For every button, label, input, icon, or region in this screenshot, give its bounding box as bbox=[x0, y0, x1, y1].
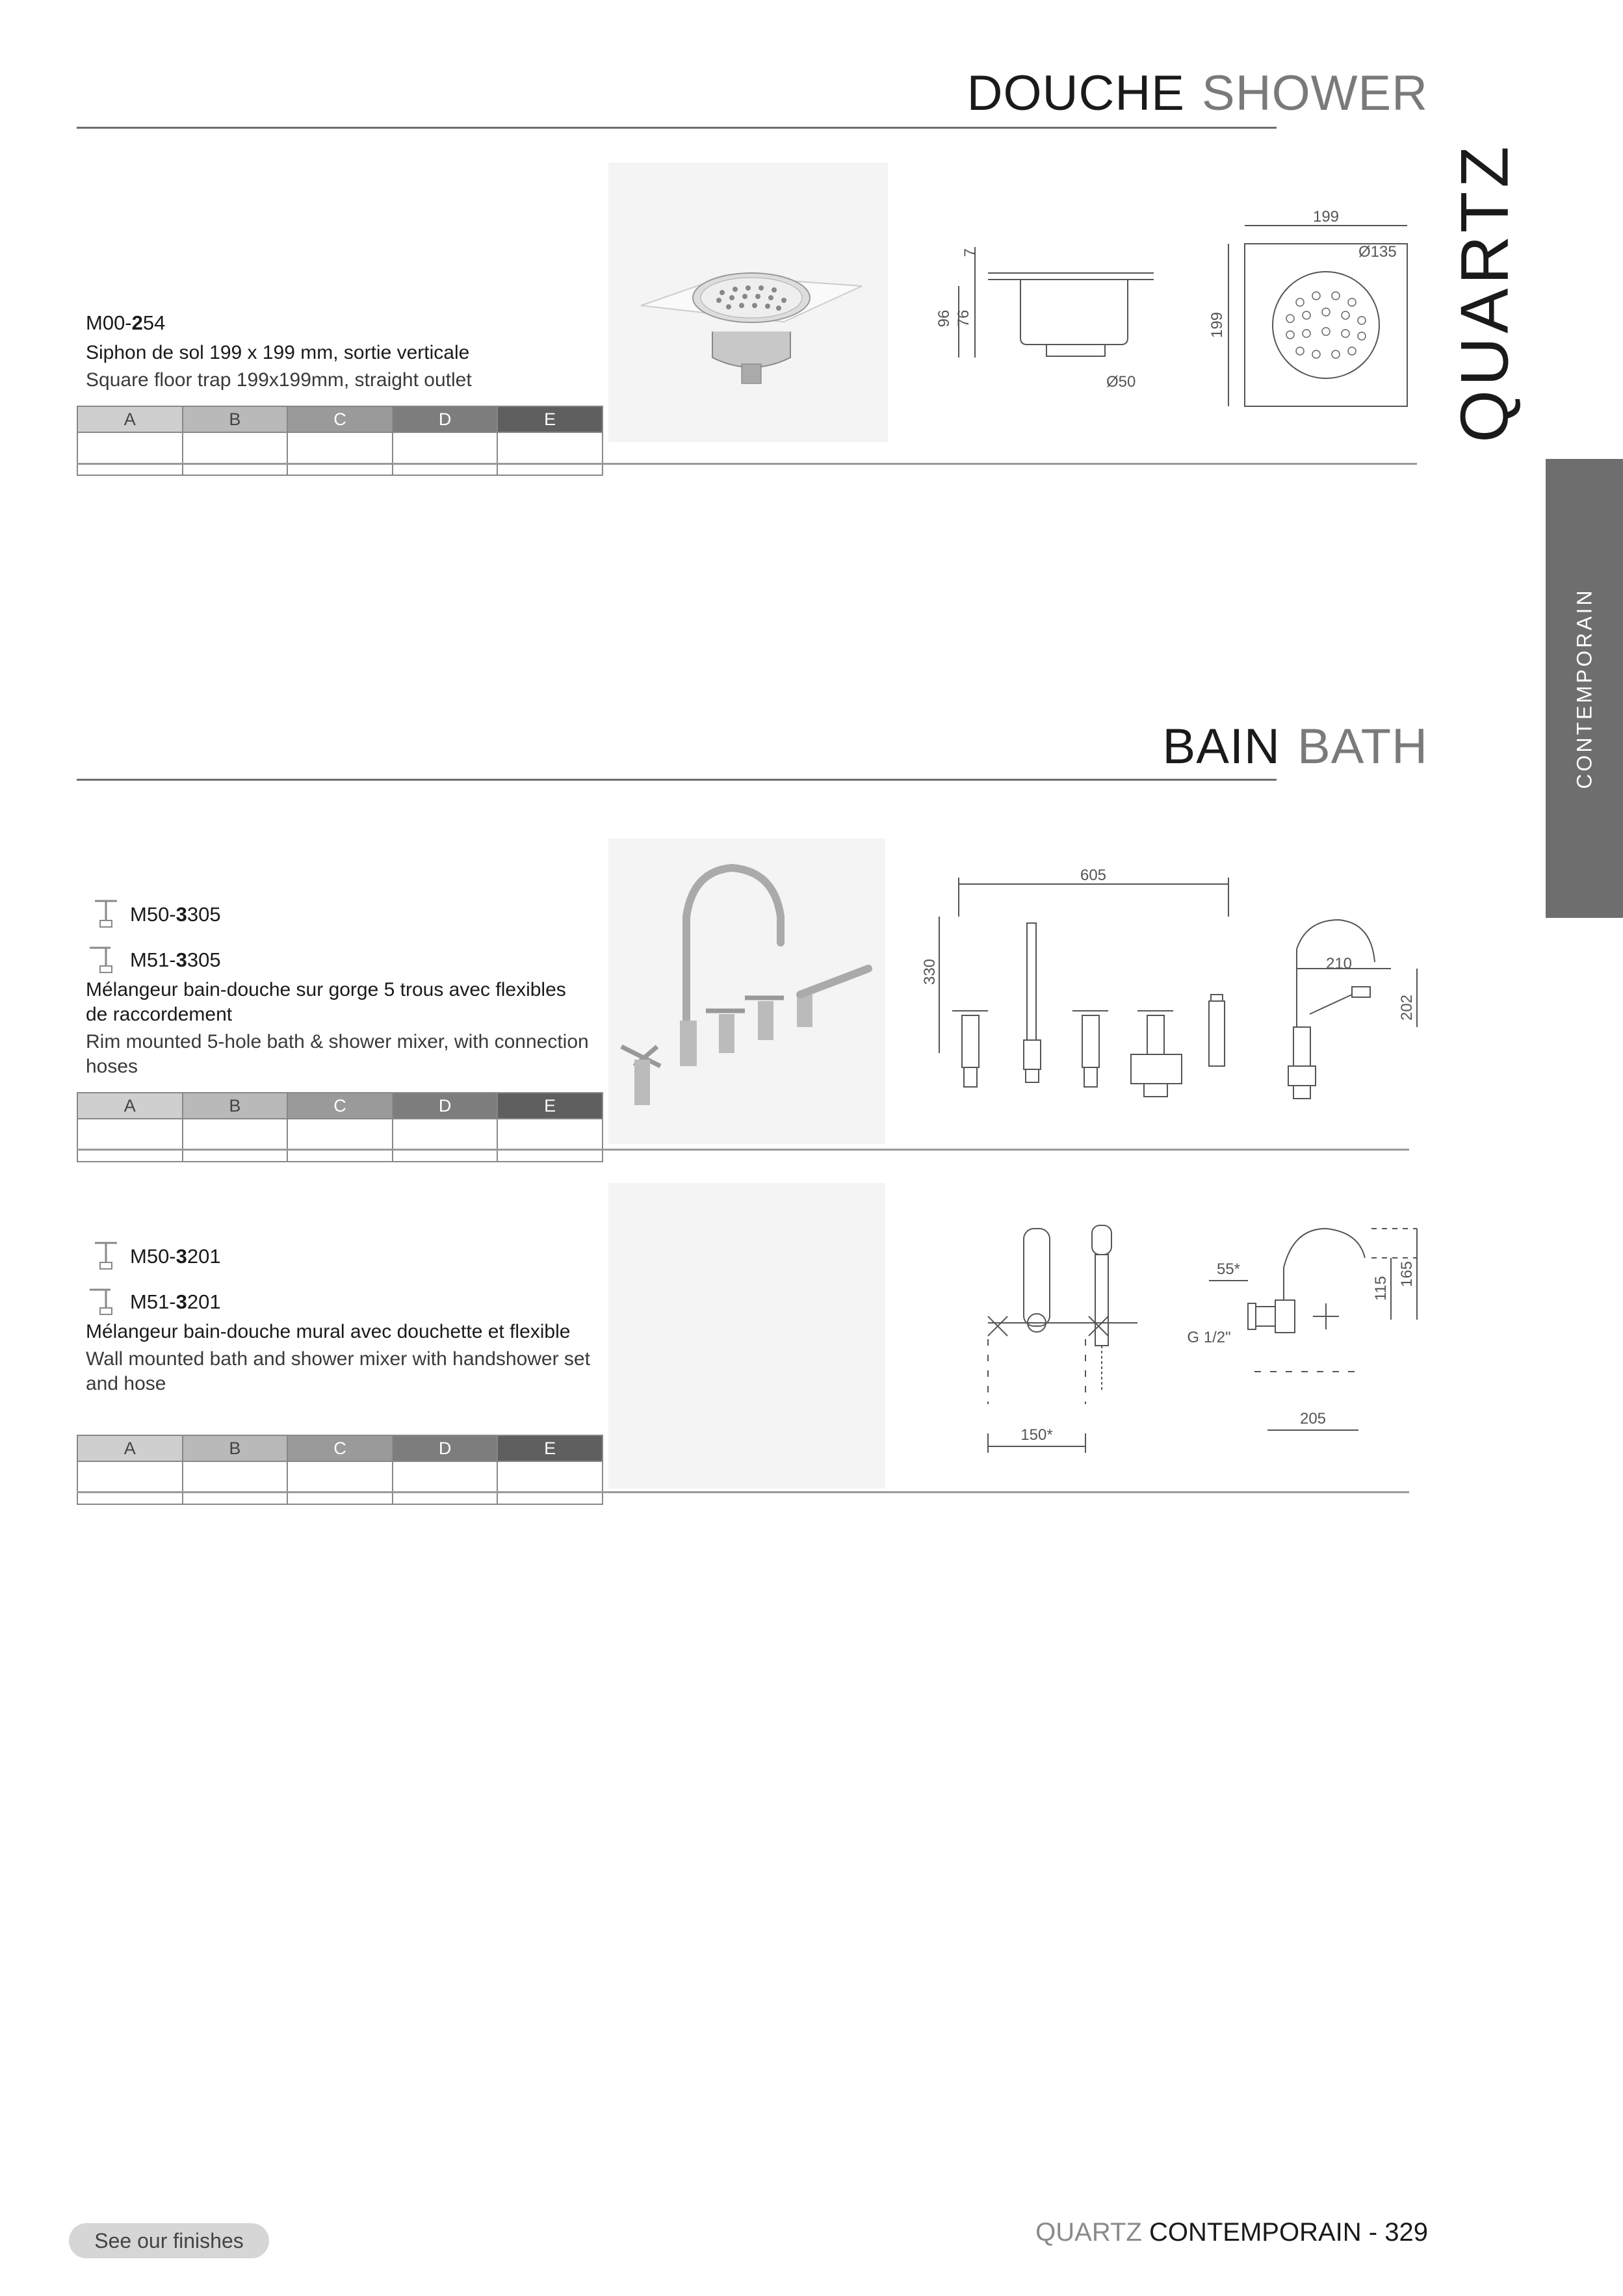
brand-vertical-label: QUARTZ bbox=[1447, 142, 1523, 443]
dimension-label: 210 bbox=[1325, 955, 1353, 972]
dimension-label: 76 bbox=[955, 309, 972, 328]
section-title-fr: BAIN bbox=[1162, 719, 1280, 774]
product-code: M50-3201 bbox=[77, 1239, 593, 1274]
finish-e: E bbox=[497, 406, 603, 432]
dimension-label: Ø50 bbox=[1106, 373, 1136, 391]
product-code: M00-254 bbox=[86, 311, 166, 334]
dimension-label: 7 bbox=[961, 248, 979, 257]
finish-a: A bbox=[77, 1435, 183, 1461]
lever-handle-icon bbox=[77, 1285, 122, 1320]
section-title-fr: DOUCHE bbox=[967, 66, 1185, 121]
finish-table bbox=[77, 1435, 603, 1505]
product-photo bbox=[608, 839, 885, 1144]
section-title-bath bbox=[1163, 718, 1428, 775]
dimension-label: 55* bbox=[1216, 1260, 1241, 1278]
page-footer bbox=[1035, 2218, 1428, 2247]
product-code: M50-3305 bbox=[77, 897, 593, 932]
product-description-en: Rim mounted 5-hole bath & shower mixer, with connection hoses bbox=[86, 1031, 589, 1077]
technical-drawing-front bbox=[923, 865, 1443, 1125]
product-description-fr: Mélangeur bain-douche sur gorge 5 trous avec flexibles de raccordement bbox=[86, 979, 566, 1025]
section-title-en: BATH bbox=[1297, 719, 1428, 774]
product-divider bbox=[77, 463, 1417, 465]
page-number: 329 bbox=[1384, 2218, 1428, 2247]
finish-table bbox=[77, 1092, 603, 1162]
finish-d: D bbox=[393, 1093, 498, 1119]
finish-e: E bbox=[497, 1093, 603, 1119]
finish-e: E bbox=[497, 1435, 603, 1461]
finish-b: B bbox=[183, 406, 288, 432]
footer-brand: QUARTZ bbox=[1035, 2218, 1142, 2247]
dimension-label: 115 bbox=[1372, 1275, 1390, 1301]
dimension-label: Ø135 bbox=[1358, 243, 1397, 261]
product-code: M51-3305 bbox=[77, 943, 593, 978]
section-title-en: SHOWER bbox=[1202, 66, 1428, 121]
product-description-fr: Siphon de sol 199 x 199 mm, sortie verticale bbox=[86, 342, 470, 363]
finish-b: B bbox=[183, 1435, 288, 1461]
product-divider bbox=[77, 1491, 1409, 1493]
finish-b: B bbox=[183, 1093, 288, 1119]
technical-drawing-wall bbox=[949, 1209, 1456, 1469]
section-divider bbox=[77, 779, 1277, 781]
dimension-label: 205 bbox=[1299, 1410, 1327, 1428]
section-title-shower bbox=[967, 65, 1428, 122]
finish-d: D bbox=[393, 406, 498, 432]
footer-collection: CONTEMPORAIN bbox=[1149, 2218, 1362, 2247]
technical-drawing-side bbox=[923, 208, 1170, 403]
dimension-label: 96 bbox=[935, 309, 953, 328]
dimension-label: 202 bbox=[1398, 994, 1416, 1021]
finish-c: C bbox=[287, 1435, 393, 1461]
product-photo bbox=[608, 1183, 885, 1489]
product-rim-mixer bbox=[77, 897, 593, 1079]
product-code: M51-3201 bbox=[77, 1285, 593, 1320]
product-photo bbox=[608, 163, 888, 442]
cross-handle-icon bbox=[77, 1239, 122, 1274]
dimension-label: 605 bbox=[1080, 867, 1107, 884]
dimension-label: 199 bbox=[1208, 311, 1226, 339]
finish-table bbox=[77, 406, 603, 476]
collection-side-tab[interactable]: CONTEMPORAIN bbox=[1546, 459, 1623, 918]
cross-handle-icon bbox=[77, 897, 122, 932]
product-wall-mixer bbox=[77, 1239, 593, 1396]
dimension-label: 150* bbox=[1020, 1426, 1053, 1444]
product-description-fr: Mélangeur bain-douche mural avec douchette et flexible bbox=[86, 1321, 571, 1342]
finish-a: A bbox=[77, 406, 183, 432]
finish-d: D bbox=[393, 1435, 498, 1461]
product-description-en: Wall mounted bath and shower mixer with handshower set and hose bbox=[86, 1348, 590, 1394]
product-divider bbox=[77, 1149, 1409, 1151]
product-description-en: Square floor trap 199x199mm, straight outlet bbox=[86, 369, 472, 391]
technical-drawing-top bbox=[1202, 205, 1417, 413]
dimension-label: 330 bbox=[921, 958, 939, 985]
finish-c: C bbox=[287, 1093, 393, 1119]
finish-c: C bbox=[287, 406, 393, 432]
product-floor-trap bbox=[77, 306, 593, 393]
lever-handle-icon bbox=[77, 943, 122, 978]
section-divider bbox=[77, 127, 1277, 129]
footer-separator: - bbox=[1368, 2218, 1378, 2247]
dimension-label: G 1/2" bbox=[1187, 1329, 1231, 1346]
see-finishes-button[interactable]: See our finishes bbox=[69, 2223, 269, 2258]
dimension-label: 199 bbox=[1312, 208, 1340, 226]
dimension-label: 165 bbox=[1398, 1260, 1416, 1288]
finish-a: A bbox=[77, 1093, 183, 1119]
